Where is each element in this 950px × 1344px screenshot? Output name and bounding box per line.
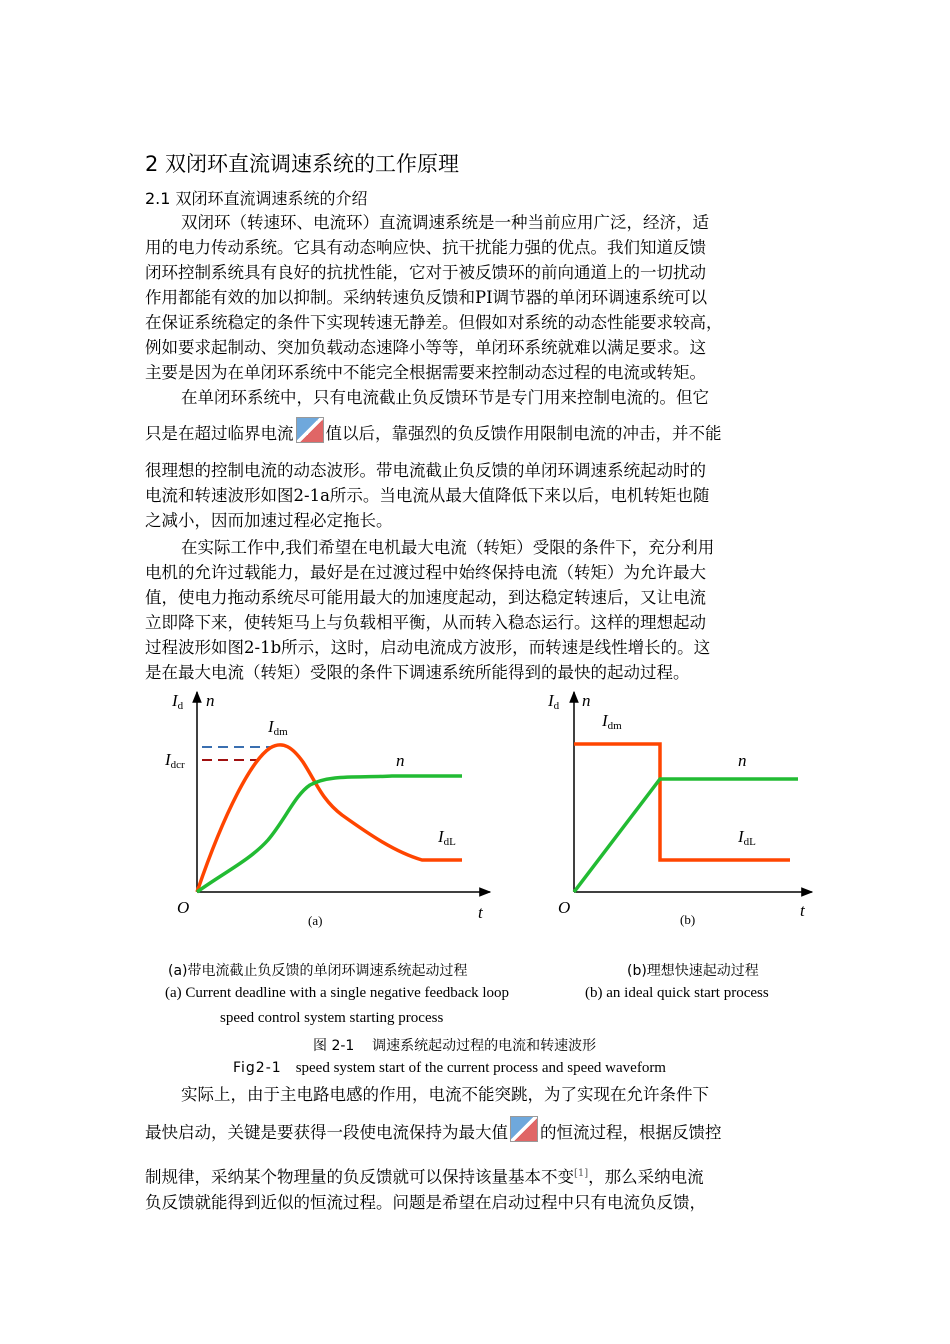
idm-label: Idm <box>268 717 288 738</box>
text-line: 过程波形如图2-1b所示，这时，启动电流成方波形，而转速是线性增长的。这 <box>145 638 711 657</box>
x-label-time: t <box>478 903 483 922</box>
origin-label: O <box>558 898 571 917</box>
text-line <box>145 1161 807 1190</box>
text-line: 在保证系统稳定的条件下实现转速无静差。但假如对系统的动态性能要求较高， <box>145 313 723 332</box>
text-line: 很理想的控制电流的动态波形。带电流截止负反馈的单闭环调速系统起动时的 <box>145 461 706 480</box>
idl-label: IdL <box>438 827 456 848</box>
y-label-current: Id <box>172 691 184 712</box>
caption-a-en-2: speed control system starting process <box>220 1010 444 1026</box>
text-line <box>145 1107 807 1159</box>
text-line: 例如要求起制动、突加负载动态速降小等等，单闭环系统就难以满足要求。这 <box>145 338 706 357</box>
text-span: 只是在超过临界电流 <box>145 424 294 443</box>
text-line: 负反馈就能得到近似的恒流过程。问题是希望在启动过程中只有电流负反馈， <box>145 1192 706 1212</box>
citation-ref: [1] <box>574 1168 589 1179</box>
text-line: 是在最大电流（转矩）受限的条件下调速系统所能得到的最快的起动过程。 <box>145 663 690 682</box>
panel-a <box>164 691 490 928</box>
y-label-current: Id <box>548 691 560 712</box>
fig-title: speed system start of the current process and speed waveform <box>295 1060 666 1076</box>
text-line: 值，使电力拖动系统尽可能用最大的加速度起动，到达稳定转速后，又让电流 <box>145 588 706 607</box>
paragraph-3 <box>145 535 807 685</box>
text-line: 在实际工作中,我们希望在电机最大电流（转矩）受限的条件下，充分利用 <box>181 538 715 557</box>
text-line: 闭环控制系统具有良好的抗扰性能，它对于被反馈环的前向通道上的一切扰动 <box>145 263 706 282</box>
subsection-heading: 2.1 双闭环直流调速系统的介绍 <box>145 189 368 208</box>
text-span: 最快启动，关键是要获得一段使电流保持为最大值 <box>145 1123 508 1142</box>
equation-image-icon <box>296 417 324 443</box>
text-line: 电机的允许过载能力，最好是在过渡过程中始终保持电流（转矩）为允许最大 <box>145 563 706 582</box>
n-curve-label: n <box>396 751 405 770</box>
panel-b-tag: (b) <box>680 912 696 927</box>
origin-label: O <box>177 898 190 917</box>
caption-a-en-1: (a) Current deadline with a single negative feedback loop <box>165 985 510 1001</box>
caption-b-en: (b) an ideal quick start process <box>585 985 769 1001</box>
figure-2-1 <box>0 680 950 950</box>
text-line: 之减小，因而加速过程必定拖长。 <box>145 511 393 530</box>
idcr-label: Idcr <box>165 750 185 771</box>
section-heading: 2 双闭环直流调速系统的工作原理 <box>145 152 460 176</box>
text-line: 实际上，由于主电路电感的作用，电流不能突跳，为了实现在允许条件下 <box>181 1085 709 1104</box>
text-span: 制规律，采纳某个物理量的负反馈就可以保持该量基本不变 <box>145 1167 574 1187</box>
n-curve-label: n <box>738 751 747 770</box>
text-span: ，那么采纳电流 <box>588 1167 704 1187</box>
text-line: 作用都能有效的加以抑制。采纳转速负反馈和PI调节器的单闭环调速系统可以 <box>145 288 708 307</box>
figure-caption-en <box>233 1060 666 1077</box>
text-line: 立即降下来，使转矩马上与负载相平衡，从而转入稳态运行。这样的理想起动 <box>145 613 706 632</box>
paragraph-2 <box>145 385 807 533</box>
text-line <box>145 410 807 458</box>
speed-ramp <box>574 779 798 892</box>
text-line: 双闭环（转速环、电流环）直流调速系统是一种当前应用广泛，经济，适 <box>181 213 709 232</box>
caption-a-cn: (a)带电流截止负反馈的单闭环调速系统起动过程 <box>168 963 468 979</box>
caption-b-cn: (b)理想快速起动过程 <box>627 963 759 979</box>
paragraph-1 <box>145 210 807 385</box>
y-label-speed: n <box>206 691 215 710</box>
equation-image-icon <box>510 1116 538 1142</box>
text-line: 电流和转速波形如图2-1a所示。当电流从最大值降低下来以后，电机转矩也随 <box>145 486 710 505</box>
idl-label: IdL <box>738 827 756 848</box>
panel-b <box>547 691 812 927</box>
panel-a-tag: (a) <box>308 913 323 928</box>
current-square-wave <box>574 744 790 860</box>
text-line: 主要是因为在单闭环系统中不能完全根据需要来控制动态过程的电流或转矩。 <box>145 363 706 382</box>
idm-label: Idm <box>602 711 622 732</box>
current-curve <box>197 745 462 892</box>
y-label-speed: n <box>582 691 591 710</box>
text-span: 值以后，靠强烈的负反馈作用限制电流的冲击，并不能 <box>325 424 722 443</box>
x-label-time: t <box>800 901 805 920</box>
paragraph-4 <box>145 1082 807 1215</box>
figure-caption-cn: 图 2-1 调速系统起动过程的电流和转速波形 <box>313 1038 597 1054</box>
fig-label: Fig2-1 <box>233 1060 282 1076</box>
text-line: 在单闭环系统中，只有电流截止负反馈环节是专门用来控制电流的。但它 <box>181 388 709 407</box>
text-line: 用的电力传动系统。它具有动态响应快、抗干扰能力强的优点。我们知道反馈 <box>145 238 706 257</box>
text-span: 的恒流过程，根据反馈控 <box>540 1123 722 1142</box>
